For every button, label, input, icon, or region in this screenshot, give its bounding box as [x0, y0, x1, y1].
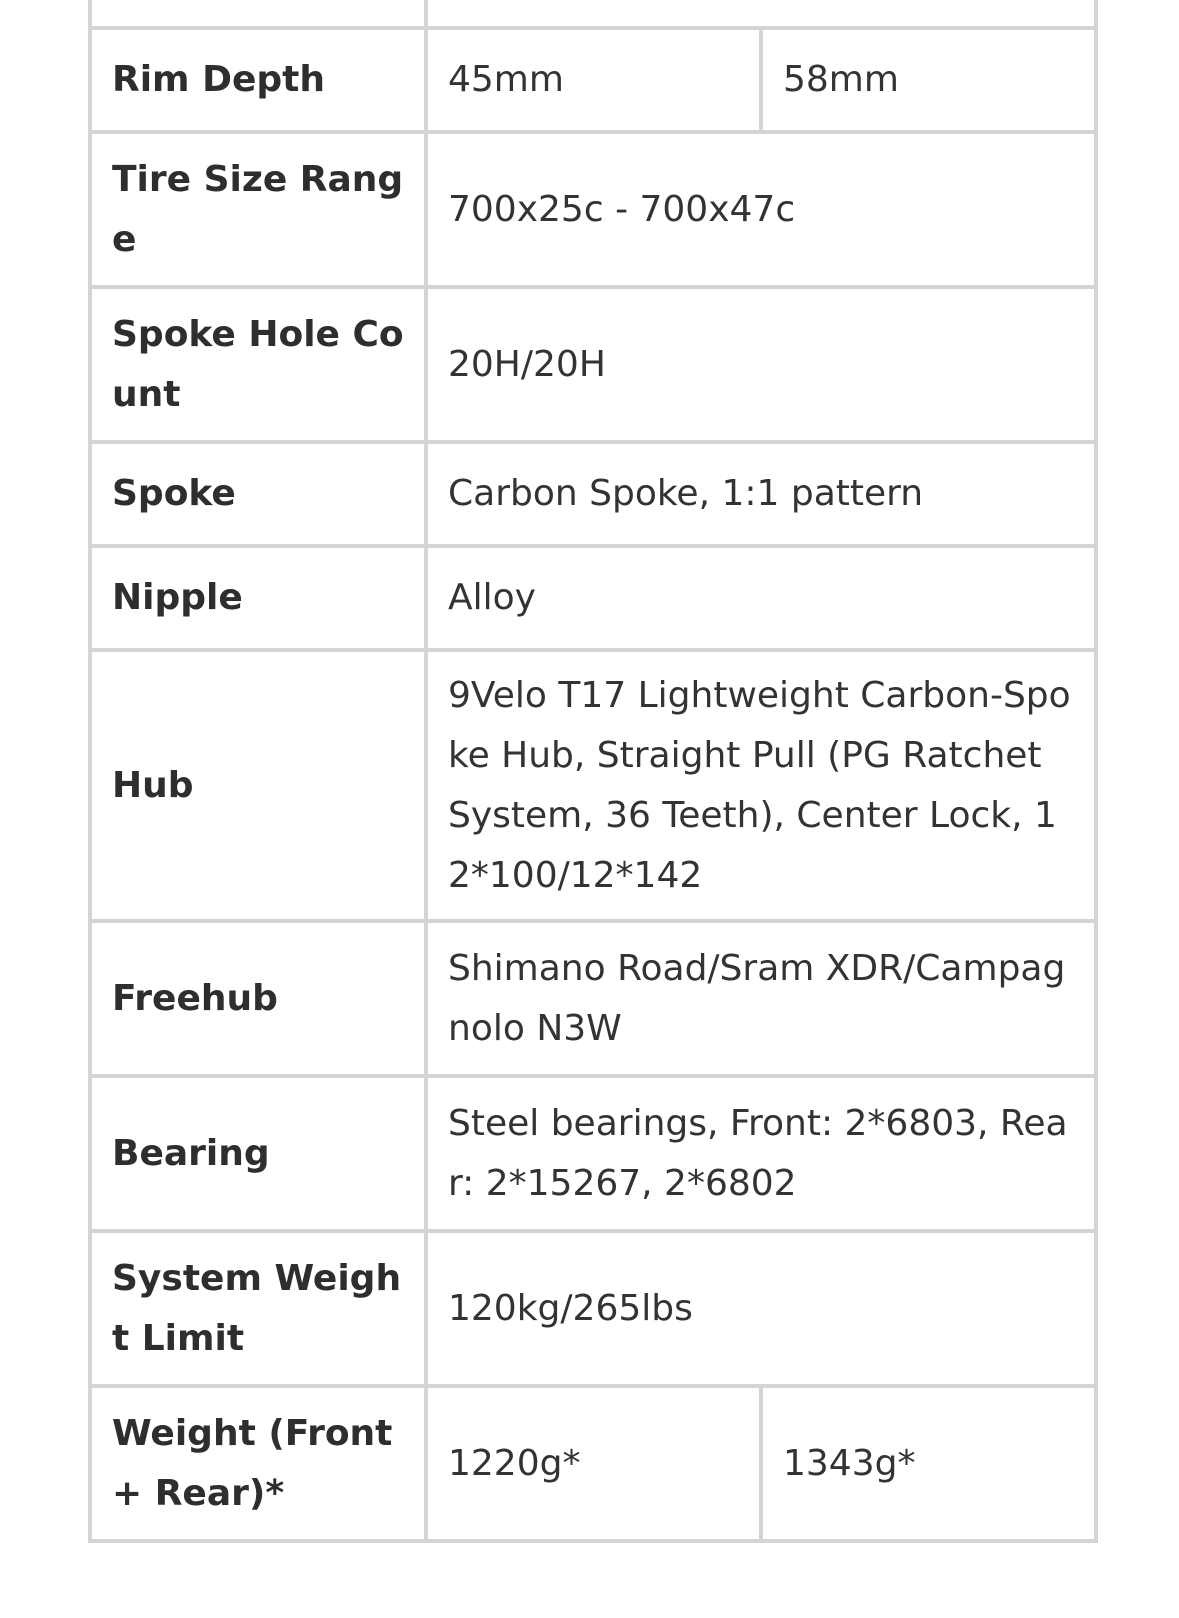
freehub-label: Freehub: [90, 921, 426, 1076]
table-row-partial: [90, 0, 1096, 28]
table-row-weight: [90, 1386, 1096, 1541]
table-row-nipple: [90, 546, 1096, 650]
spoke-label: Spoke: [90, 442, 426, 546]
partial-label-cell: [90, 0, 426, 28]
table-row-bearing: [90, 1076, 1096, 1231]
table-row-spoke: [90, 442, 1096, 546]
system-weight-limit-label: System Weight Limit: [90, 1231, 426, 1386]
table-row-tire-size-range: [90, 132, 1096, 287]
spec-table: [88, 0, 1098, 1543]
table-row-rim-depth: [90, 28, 1096, 132]
table-row-system-weight-limit: [90, 1231, 1096, 1386]
rim-depth-front-value: 45mm: [426, 28, 761, 132]
spoke-value: Carbon Spoke, 1:1 pattern: [426, 442, 1096, 546]
hub-label: Hub: [90, 650, 426, 921]
nipple-value: Alloy: [426, 546, 1096, 650]
rim-depth-rear-value: 58mm: [761, 28, 1096, 132]
bearing-value: Steel bearings, Front: 2*6803, Rear: 2*15267, 2*6802: [426, 1076, 1096, 1231]
bearing-label: Bearing: [90, 1076, 426, 1231]
spoke-hole-count-value: 20H/20H: [426, 287, 1096, 442]
system-weight-limit-value: 120kg/265lbs: [426, 1231, 1096, 1386]
nipple-label: Nipple: [90, 546, 426, 650]
table-row-freehub: [90, 921, 1096, 1076]
weight-label: Weight (Front + Rear)*: [90, 1386, 426, 1541]
freehub-value: Shimano Road/Sram XDR/Campagnolo N3W: [426, 921, 1096, 1076]
tire-size-range-value: 700x25c - 700x47c: [426, 132, 1096, 287]
table-row-spoke-hole-count: [90, 287, 1096, 442]
tire-size-range-label: Tire Size Range: [90, 132, 426, 287]
weight-rear-value: 1343g*: [761, 1386, 1096, 1541]
rim-depth-label: Rim Depth: [90, 28, 426, 132]
table-row-hub: [90, 650, 1096, 921]
partial-value-cell: [426, 0, 1096, 28]
weight-front-value: 1220g*: [426, 1386, 761, 1541]
spoke-hole-count-label: Spoke Hole Count: [90, 287, 426, 442]
hub-value: 9Velo T17 Lightweight Carbon-Spoke Hub, Straight Pull (PG Ratchet System, 36 Teeth), Center Lock, 12*100/12*142: [426, 650, 1096, 921]
